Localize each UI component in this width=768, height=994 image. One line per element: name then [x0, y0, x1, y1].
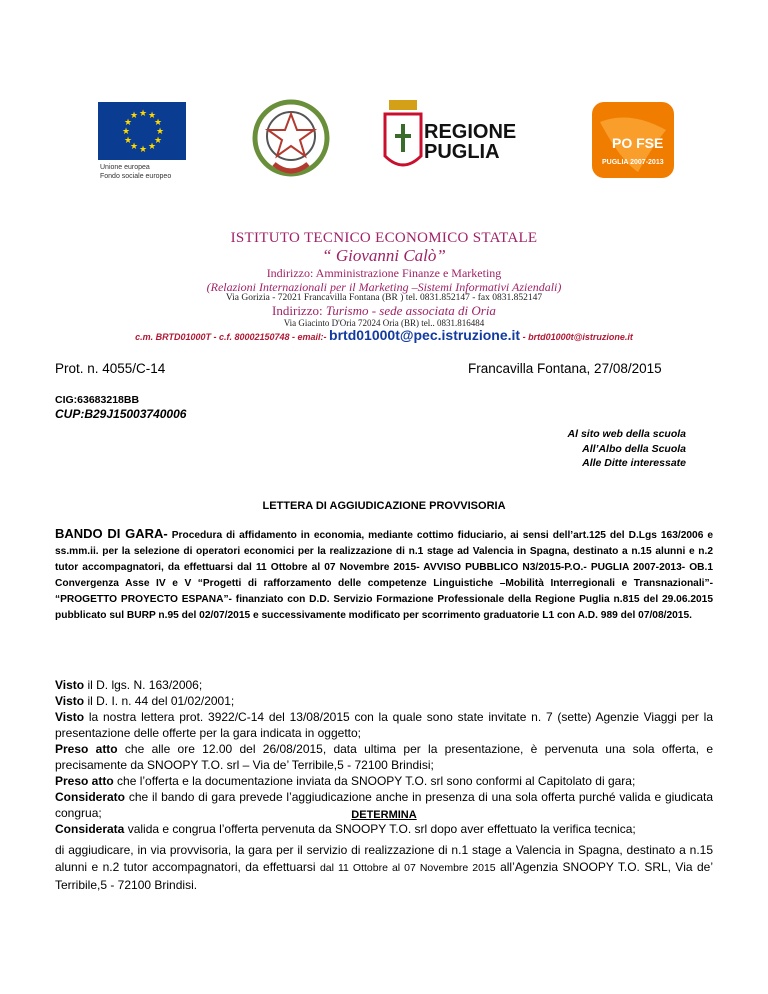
svg-text:★: ★ — [148, 111, 157, 121]
premise-text: il D. I. n. 44 del 01/02/2001; — [84, 694, 235, 708]
premise-text: che il bando di gara prevede l’aggiudicazione anche in presenza di una sola offerta purché valida e giudicata congrua; — [55, 790, 713, 820]
address-francavilla: Via Gorizia - 72021 Francavilla Fontana (BR ) tel. 0831.852147 - fax 0831.852147 — [225, 293, 543, 303]
premise-text: il D. lgs. N. 163/2006; — [84, 678, 203, 692]
protocol-number: Prot. n. 4055/C-14 — [55, 361, 166, 376]
premise-text: la nostra lettera prot. 3922/C-14 del 13/08/2015 con la quale sono state invitate n. 7 (sette) Agenzie Viaggi per la presentazione delle offerte per la gara indicata in oggetto; — [55, 710, 713, 740]
po-fse-title: PO FSE — [612, 135, 664, 151]
regione-puglia-wordmark — [424, 122, 516, 162]
svg-text:★: ★ — [154, 118, 163, 128]
eu-caption-line-1: Unione europea — [100, 164, 150, 171]
school-type: ISTITUTO TECNICO ECONOMICO STATALE — [230, 230, 538, 246]
email-link[interactable]: - brtd01000t@istruzione.it — [520, 332, 633, 342]
recipient-website: Al sito web della scuola — [567, 428, 686, 440]
svg-text:★: ★ — [148, 142, 157, 152]
svg-text:★: ★ — [122, 127, 131, 137]
po-fse-subtitle: PUGLIA 2007-2013 — [602, 159, 664, 166]
indirizzo-1-detail: (Relazioni Internazionali per il Marketing –Sistemi Informativi Aziendali) — [206, 280, 562, 294]
premise-key: Visto — [55, 678, 85, 692]
place-date: Francavilla Fontana, 27/08/2015 — [468, 361, 662, 376]
decision-paragraph — [55, 842, 713, 894]
premise-item — [55, 693, 713, 709]
premise-item — [55, 677, 713, 693]
premise-key: Considerata — [55, 822, 125, 836]
indirizzo-2-value: Turismo - sede associata di Oria — [325, 303, 496, 318]
italian-republic-emblem — [246, 94, 336, 184]
eu-caption — [100, 163, 171, 181]
decision-dates: dal 11 Ottobre al 07 Novembre 2015 — [319, 862, 496, 874]
svg-text:★: ★ — [154, 136, 163, 146]
determina-heading: DETERMINA — [351, 809, 417, 821]
indirizzo-2 — [0, 303, 768, 319]
regione-word: REGIONE — [424, 121, 517, 143]
svg-text:★: ★ — [139, 109, 148, 119]
address-oria: Via Giacinto D'Oria 72024 Oria (BR) tel.. 0831.816484 — [283, 318, 485, 328]
school-name: “ Giovanni Calò” — [322, 246, 446, 265]
svg-text:★: ★ — [130, 111, 139, 121]
indirizzo-1 — [0, 266, 768, 281]
recipient-ditte: Alle Ditte interessate — [582, 457, 686, 469]
po-fse-logo — [590, 100, 676, 180]
svg-text:★: ★ — [124, 118, 133, 128]
premise-text: che l’offerta e la documentazione inviata da SNOOPY T.O. srl sono conformi al Capitolato di gara; — [113, 774, 636, 788]
indirizzo-1-value: Amministrazione Finanze e Marketing — [315, 266, 502, 280]
letter-title: LETTERA DI AGGIUDICAZIONE PROVVISORIA — [262, 500, 506, 512]
recipient-albo: All’Albo della Scuola — [582, 443, 686, 455]
bando-paragraph — [55, 526, 713, 624]
premise-text: valida e congrua l’offerta pervenuta da SNOOPY T.O. srl dopo aver effettuato la verifica tecnica; — [124, 822, 636, 836]
logo-band — [0, 92, 768, 182]
codes-text: c.m. BRTD01000T - c.f. 80002150748 - email:- — [135, 332, 330, 342]
decision-text-c: all’Agenzia SNOOPY T.O. SRL, Via de’ Terribile,5 - 72100 Brindisi. — [55, 860, 714, 892]
bando-text: Procedura di affidamento in economia, mediante cottimo fiduciario, ai sensi dell’art.125 del D.Lgs 163/2006 e ss.mm.ii. per la selezione di operatori economici per la realizzazione di n.1 stage ad Valencia in Spagna, destinato a n.15 alunni e n.2 tutor accompagnatori, da effettuarsi dal 11 Ottobre al 07 Novembre 2015- AVVISO PUBBLICO N3/2015-P.O.- PUGLIA 2007-2013- OB.1 Convergenza Asse IV e V “Progetti di rafforzamento delle competenze Linguistiche –Mobilità Interregionali e Transnazionali”- “PROGETTO PROYECTO ESPANA”- finanziato con D.D. Servizio Formazione Professionale della Regione Puglia n.815 del 29.06.2015 pubblicato sul BURP n.95 del 02/07/2015 e successivamente modificato per scorrimento graduatorie L1 con A.D. 989 del 07/08/2015. — [55, 530, 713, 621]
svg-text:★: ★ — [156, 127, 165, 137]
indirizzo-1-label: Indirizzo: — [266, 266, 316, 280]
premise-item — [55, 821, 713, 837]
premise-key: Preso atto — [55, 774, 114, 788]
pec-email-link[interactable]: brtd01000t@pec.istruzione.it — [329, 327, 521, 343]
premise-key: Preso atto — [55, 742, 118, 756]
svg-text:★: ★ — [139, 145, 148, 155]
cup-code: CUP:B29J15003740006 — [55, 407, 187, 421]
bando-lead: BANDO DI GARA- — [55, 526, 168, 541]
cig-code: CIG:63683218BB — [55, 394, 140, 406]
premise-item — [55, 773, 713, 789]
premise-key: Visto — [55, 710, 85, 724]
svg-text:★: ★ — [130, 142, 139, 152]
premise-item — [55, 741, 713, 773]
premise-item — [55, 709, 713, 741]
svg-text:★: ★ — [124, 136, 133, 146]
contact-line — [0, 327, 768, 343]
puglia-word: PUGLIA — [424, 141, 500, 163]
eu-flag-logo — [98, 102, 186, 160]
premise-key: Considerato — [55, 790, 126, 804]
premise-key: Visto — [55, 694, 85, 708]
indirizzo-2-label: Indirizzo: — [272, 303, 326, 318]
eu-caption-line-2: Fondo sociale europeo — [100, 173, 172, 180]
premise-text: che alle ore 12.00 del 26/08/2015, data ultima per la presentazione, è pervenuta una sola offerta, e precisamente da SNOOPY T.O. srl – Via de’ Terribile,5 - 72100 Brindisi; — [55, 742, 713, 772]
decision-text-a: di aggiudicare, in via provvisoria, la gara per il servizio di realizzazione di n.1 stage a Valencia in Spagna, destinato a n.15 alunni e n.2 tutor accompagnatori, da effettuarsi — [55, 843, 713, 874]
